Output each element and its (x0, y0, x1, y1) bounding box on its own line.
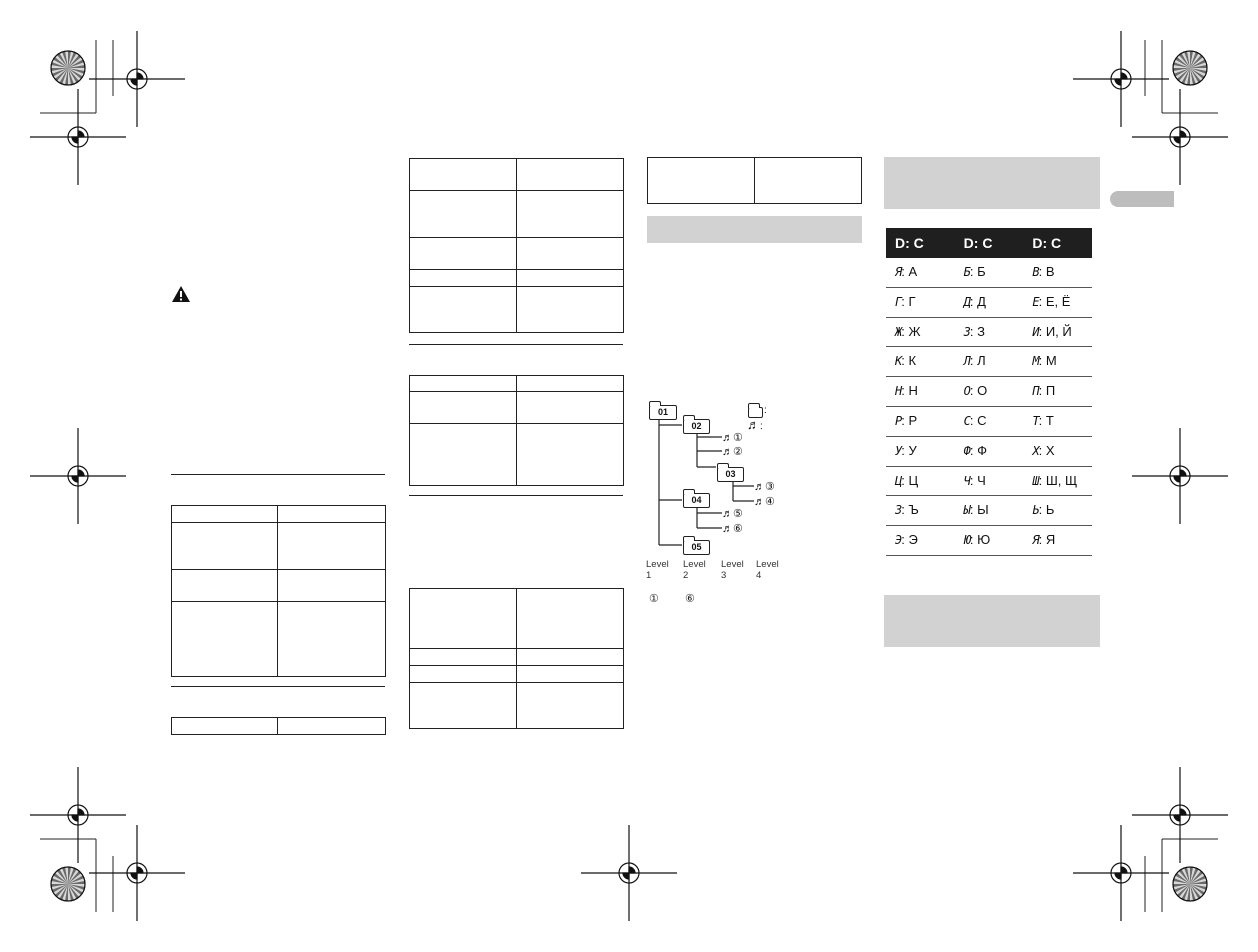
display-glyph: Н (895, 384, 902, 399)
display-glyph: Ь (1032, 503, 1039, 518)
separator: : (901, 442, 909, 458)
display-glyph: Ш (1032, 473, 1039, 488)
separator: : (969, 323, 978, 339)
separator: : (901, 532, 909, 548)
separator: : (1038, 323, 1046, 339)
display-glyph: К (895, 354, 902, 369)
spec-table-3 (409, 158, 624, 333)
display-glyph: Д (963, 294, 970, 309)
character: Э (908, 532, 918, 548)
display-glyph: Х (1032, 443, 1039, 458)
table-row (886, 437, 1092, 467)
footnote-start: ① (649, 593, 659, 605)
level-label: Level 3 (721, 559, 744, 581)
character: Т (1045, 412, 1054, 428)
track-item (722, 446, 743, 458)
separator: : (1038, 353, 1046, 369)
table-cell (955, 377, 1024, 406)
separator: : (1038, 264, 1046, 279)
table-row (886, 318, 1092, 348)
display-glyph: В (1032, 265, 1039, 279)
registration-target (89, 825, 185, 921)
track-item (754, 481, 775, 493)
display-glyph: Ф (963, 443, 970, 458)
color-wheel-mark (1173, 51, 1207, 85)
display-glyph: М (1032, 354, 1039, 369)
separator: : (969, 383, 978, 399)
display-glyph: Ю (963, 533, 970, 548)
separator: : (1038, 472, 1046, 488)
character: К (908, 353, 917, 369)
registration-target (89, 31, 185, 127)
table-body (886, 258, 1092, 556)
table-cell (955, 467, 1024, 496)
table-cell (1023, 467, 1092, 496)
table-cell (886, 467, 955, 496)
level-label: Level 4 (756, 559, 779, 581)
folder-structure-diagram (0, 0, 779, 581)
section-header-bar (884, 157, 1100, 209)
character: Ц (908, 472, 919, 488)
spec-table-5 (409, 588, 624, 729)
folder-icon: 05 (683, 540, 710, 555)
display-glyph: Т (1032, 413, 1039, 428)
color-wheel-mark (1173, 867, 1207, 901)
music-note-icon: ♬ (754, 496, 765, 508)
folder-icon: 01 (649, 405, 677, 420)
table-cell (955, 318, 1024, 347)
separator: : (901, 502, 909, 518)
spec-table-1 (171, 505, 386, 677)
divider (171, 474, 385, 475)
display-glyph: И (1032, 324, 1039, 339)
color-wheel-mark (51, 867, 85, 901)
table-cell (886, 407, 955, 436)
table-cell (886, 437, 955, 466)
section-header-bar (884, 595, 1100, 647)
table-cell (1023, 377, 1092, 406)
music-note-icon: ♬ (722, 432, 733, 444)
character: А (908, 264, 918, 279)
table-cell (1023, 496, 1092, 525)
registration-target (30, 89, 126, 185)
character: Д (977, 293, 986, 309)
language-side-tab (1110, 191, 1174, 207)
folder-icon: 02 (683, 419, 710, 434)
folder-icon: 04 (683, 493, 710, 508)
separator: : (969, 472, 978, 488)
display-glyph: Л (963, 354, 970, 369)
separator: : (969, 442, 978, 458)
track-item (722, 523, 743, 535)
registration-target (30, 428, 126, 524)
table-cell (1023, 318, 1092, 347)
separator: : (901, 353, 909, 369)
character: Я (1045, 532, 1056, 548)
registration-target (1132, 428, 1228, 524)
table-cell (886, 526, 955, 555)
character: В (1045, 264, 1055, 279)
display-glyph: О (963, 384, 970, 399)
music-note-icon: ♬ (722, 446, 733, 458)
separator: : (1038, 532, 1046, 548)
character: Ч (977, 472, 986, 488)
character: О (977, 383, 988, 399)
table-cell (1023, 526, 1092, 555)
separator: : (969, 293, 978, 309)
character: Ь (1045, 502, 1055, 518)
character: З (977, 323, 985, 339)
display-glyph: Э (895, 533, 902, 548)
character: Ф (977, 442, 988, 458)
character: Н (908, 383, 918, 399)
music-note-icon: ♬ (722, 523, 733, 535)
separator: : (1038, 383, 1046, 399)
column-header: D: C (1032, 235, 1062, 251)
level-label: Level 2 (683, 559, 706, 581)
track-number: ② (733, 446, 743, 458)
table-cell (886, 258, 955, 287)
separator: : (1038, 502, 1046, 518)
character: И, Й (1045, 323, 1072, 339)
character: Г (908, 293, 916, 309)
spec-table-2 (171, 717, 386, 735)
table-cell (955, 437, 1024, 466)
character: Ъ (908, 502, 919, 518)
track-item (722, 508, 743, 520)
separator: : (969, 353, 978, 369)
character: Л (977, 353, 986, 369)
table-cell (955, 407, 1024, 436)
table-cell (1023, 258, 1092, 287)
separator: : (901, 264, 909, 279)
track-item (754, 496, 775, 508)
display-glyph: Б (963, 265, 970, 279)
table-row (886, 258, 1092, 288)
table-cell (955, 258, 1024, 287)
registration-target (1132, 89, 1228, 185)
character: С (977, 412, 987, 428)
registration-target (1073, 825, 1169, 921)
registration-target (30, 767, 126, 863)
display-glyph: Ж (895, 324, 902, 339)
separator: : (901, 293, 909, 309)
divider (171, 686, 385, 687)
divider (409, 495, 623, 496)
character: М (1045, 353, 1057, 369)
table-cell (886, 288, 955, 317)
track-number: ⑥ (733, 523, 743, 535)
character: Ш, Щ (1045, 472, 1078, 488)
track-number: ① (733, 432, 743, 444)
character: Х (1045, 442, 1055, 458)
character: Р (908, 412, 918, 428)
display-glyph: Ы (963, 503, 970, 518)
table-cell (1023, 347, 1092, 376)
level-label: Level 1 (646, 559, 669, 581)
table-row (886, 288, 1092, 318)
column-header: D: C (895, 235, 924, 251)
music-note-icon: ♬ (747, 417, 760, 432)
table-row (886, 496, 1092, 526)
display-glyph: Ч (963, 473, 970, 488)
display-glyph: Я (895, 265, 902, 279)
separator: : (969, 502, 978, 518)
spec-table-6 (647, 157, 862, 204)
separator: : (1038, 412, 1046, 428)
table-cell (1023, 288, 1092, 317)
table-cell (955, 347, 1024, 376)
table-row (886, 407, 1092, 437)
legend-file (747, 419, 763, 433)
character: Ю (977, 532, 991, 548)
registration-target (1073, 31, 1169, 127)
table-cell (1023, 407, 1092, 436)
table-row (886, 377, 1092, 407)
display-glyph: З (963, 324, 970, 339)
registration-target (581, 825, 677, 921)
table-cell (886, 347, 955, 376)
character-conversion-table (886, 228, 1092, 556)
separator: : (1038, 293, 1046, 309)
display-glyph: Р (895, 413, 902, 428)
track-number: ④ (765, 496, 775, 508)
spec-table-4 (409, 375, 624, 486)
table-cell (955, 288, 1024, 317)
display-glyph: У (895, 443, 902, 458)
footnote-end: ⑥ (685, 593, 695, 605)
table-row (886, 347, 1092, 377)
display-glyph: Г (895, 294, 902, 309)
music-note-icon: ♬ (722, 508, 733, 520)
table-header (886, 228, 1092, 258)
display-glyph: Е (1032, 294, 1039, 309)
color-wheel-mark (51, 51, 85, 85)
separator: : (1038, 442, 1046, 458)
warning-triangle-icon (171, 285, 191, 303)
legend-folder-label: : (764, 405, 767, 416)
table-cell (955, 496, 1024, 525)
table-cell (955, 526, 1024, 555)
separator: : (901, 472, 909, 488)
separator: : (901, 323, 909, 339)
track-number: ③ (765, 481, 775, 493)
folder-icon: 03 (717, 467, 744, 482)
table-cell (1023, 437, 1092, 466)
music-note-icon: ♬ (754, 481, 765, 493)
character: Ж (908, 323, 921, 339)
table-row (886, 467, 1092, 497)
character: Е, Ё (1045, 293, 1071, 309)
character: У (908, 442, 917, 458)
legend-file-label: : (760, 421, 763, 432)
table-row (886, 526, 1092, 556)
table-cell (886, 496, 955, 525)
character: Б (977, 264, 986, 279)
separator: : (969, 412, 978, 428)
character: Ы (977, 502, 989, 518)
separator: : (901, 383, 909, 399)
track-number: ⑤ (733, 508, 743, 520)
separator: : (901, 412, 909, 428)
separator: : (969, 532, 978, 548)
display-glyph: Ц (895, 473, 902, 488)
table-cell (886, 377, 955, 406)
display-glyph: П (1032, 384, 1039, 399)
table-cell (886, 318, 955, 347)
display-glyph: С (963, 413, 970, 428)
display-glyph: З (895, 503, 902, 518)
character: П (1045, 383, 1056, 399)
section-header-bar (647, 216, 862, 243)
display-glyph: Я (1032, 533, 1039, 548)
track-item (722, 432, 743, 444)
column-header: D: C (963, 235, 993, 251)
registration-target (1132, 767, 1228, 863)
divider (409, 344, 623, 345)
separator: : (969, 264, 978, 279)
